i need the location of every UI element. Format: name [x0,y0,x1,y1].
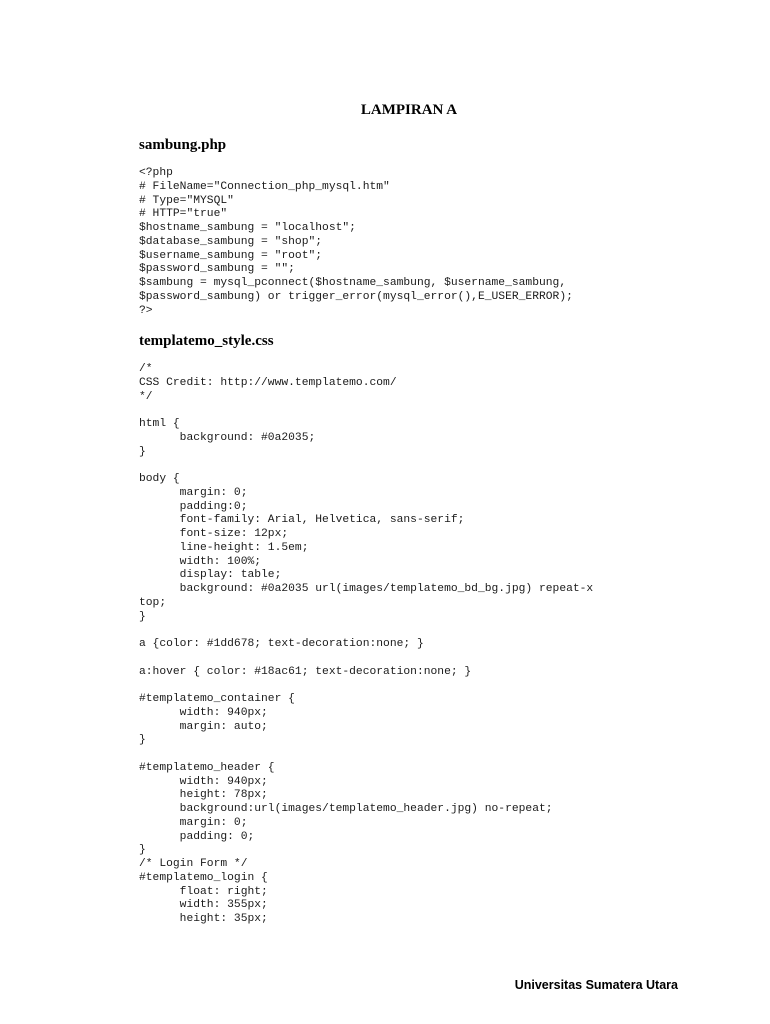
section-heading-sambung-php: sambung.php [139,137,227,153]
code-block-templatemo-style-css: /* CSS Credit: http://www.templatemo.com/ */ html { background: #0a2035; } body { margin: 0; padding:0; font-family: Arial, Helvetica, sans-serif; font-size: 12px; line-height: 1.5em; width: 100%; display: table; background: #0a2035 url(images/templatemo_bd_bg.jpg) repeat-x top; } a {color: #1dd678; text-decoration:none; } a:hover { color: #18ac61; text-decoration:none; } #templatemo_container { width: 940px; margin: auto; } #templatemo_header { width: 940px; height: 78px; background:url(images/templatemo_header.jpg) no-repeat; margin: 0; padding: 0; } /* Login Form */ #templatemo_login { float: right; width: 355px; height: 35px; [139,363,594,925]
section-heading-templatemo-style-css: templatemo_style.css [139,333,274,349]
code-block-sambung-php: <?php # FileName="Connection_php_mysql.htm" # Type="MYSQL" # HTTP="true" $hostname_sambung = "localhost"; $database_sambung = "shop"; $username_sambung = "root"; $password_sambung = ""; $sambung = mysql_pconnect($hostname_sambung, $username_sambung, $password_sambung) or trigger_error(mysql_error(),E_USER_ERROR); ?> [139,167,573,317]
page-title: LAMPIRAN A [360,102,458,118]
footer-university: Universitas Sumatera Utara [514,978,678,992]
